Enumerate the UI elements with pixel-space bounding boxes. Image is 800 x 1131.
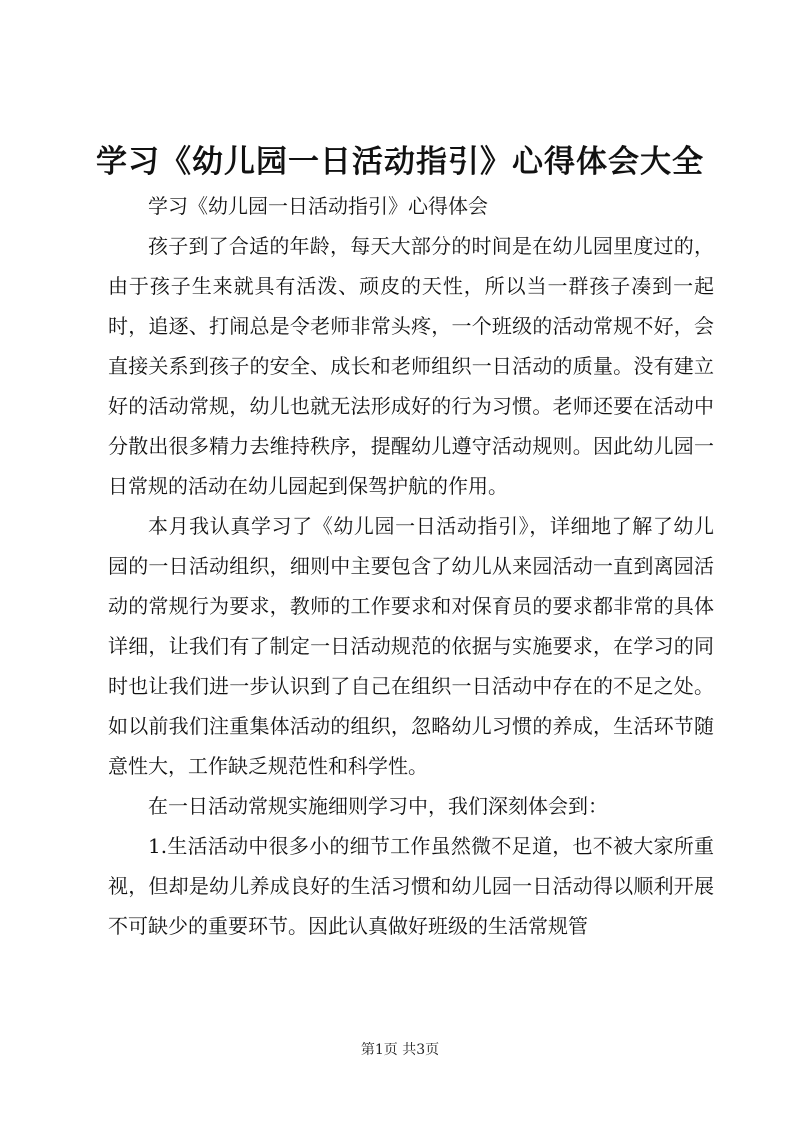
document-title: 学习《幼儿园一日活动指引》心得体会大全 [96, 144, 704, 180]
body-paragraph: 在一日活动常规实施细则学习中，我们深刻体会到： [148, 794, 608, 818]
page-number-footer: 第1页 共3页 [360, 1042, 440, 1058]
document-body [108, 186, 714, 946]
body-paragraph: 1.生活活动中很多小的细节工作虽然微不足道，也不被大家所重视，但却是幼儿养成良好的生活习惯和幼儿园一日活动得以顺利开展不可缺少的重要环节。因此认真做好班级的生活常规管 [108, 834, 714, 938]
subtitle-paragraph: 学习《幼儿园一日活动指引》心得体会 [148, 194, 488, 218]
body-paragraph: 本月我认真学习了《幼儿园一日活动指引》，详细地了解了幼儿园的一日活动组织，细则中主要包含了幼儿从来园活动一直到离园活动的常规行为要求，教师的工作要求和对保育员的要求都非常的具体详细，让我们有了制定一日活动规范的依据与实施要求，在学习的同时也让我们进一步认识到了自己在组织一日活动中存在的不足之处。如以前我们注重集体活动的组织，忽略幼儿习惯的养成，生活环节随意性大，工作缺乏规范性和科学性。 [108, 514, 714, 778]
body-paragraph: 孩子到了合适的年龄，每天大部分的时间是在幼儿园里度过的，由于孩子生来就具有活泼、顽皮的天性，所以当一群孩子凑到一起时，追逐、打闹总是令老师非常头疼，一个班级的活动常规不好，会直接关系到孩子的安全、成长和老师组织一日活动的质量。没有建立好的活动常规，幼儿也就无法形成好的行为习惯。老师还要在活动中分散出很多精力去维持秩序，提醒幼儿遵守活动规则。因此幼儿园一日常规的活动在幼儿园起到保驾护航的作用。 [108, 234, 714, 498]
